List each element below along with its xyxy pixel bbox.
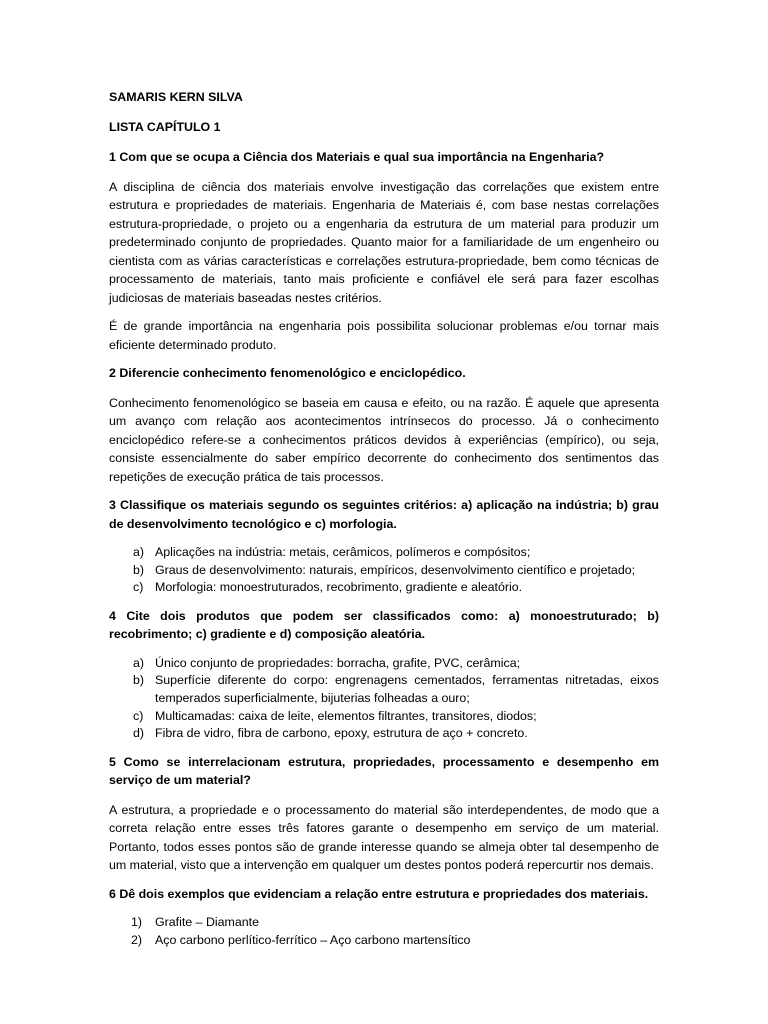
list-item-text: Superfície diferente do corpo: engrenagens cementados, ferramentas nitretadas, eixos temperados superficialmente, bijuterias folheadas a ouro; <box>155 673 659 705</box>
document-page <box>109 88 659 959</box>
answer-3-list <box>109 544 659 597</box>
list-marker: 2) <box>131 932 143 947</box>
list-item-text: Multicamadas: caixa de leite, elementos filtrantes, transitores, diodos; <box>155 708 537 723</box>
list-item <box>109 725 659 743</box>
list-item-text: Morfologia: monoestruturados, recobrimento, gradiente e aleatório. <box>155 580 523 595</box>
question-4: 4 Cite dois produtos que podem ser classificados como: a) monoestruturado; b) recobrimento; c) gradiente e d) composição aleatória. <box>109 608 659 642</box>
answer-6-list <box>109 914 659 949</box>
list-marker: a) <box>133 655 145 670</box>
list-item <box>109 562 659 580</box>
list-item <box>109 672 659 707</box>
answer-2-paragraph: Conhecimento fenomenológico se baseia em causa e efeito, ou na razão. É aquele que apresenta um avanço com relação aos acontecimentos intrínsecos do processo. Já o conhecimento enciclopédico refere-se a conhecimentos práticos devidos à experiências (empírico), ou seja, consiste essencialmente do saber empírico decorrente do conhecimento dos sentimentos das repetições de execução prática de tais processos. <box>109 395 659 484</box>
answer-1-paragraph-2: É de grande importância na engenharia pois possibilita solucionar problemas e/ou tornar mais eficiente determinado produto. <box>109 319 659 352</box>
list-item-text: Aço carbono perlítico-ferrítico – Aço carbono martensítico <box>155 932 471 947</box>
list-item <box>109 708 659 726</box>
list-item <box>109 655 659 673</box>
list-item-text: Fibra de vidro, fibra de carbono, epoxy, estrutura de aço + concreto. <box>155 726 528 741</box>
list-item-text: Graus de desenvolvimento: naturais, empíricos, desenvolvimento científico e projetado; <box>155 562 636 577</box>
list-marker: d) <box>133 726 145 741</box>
answer-4-list <box>109 655 659 743</box>
list-marker: b) <box>133 562 145 577</box>
list-marker: c) <box>133 708 144 723</box>
answer-5-paragraph: A estrutura, a propriedade e o processamento do material são interdependentes, de modo que a correta relação entre esses três fatores garante o desempenho em serviço de um material. Portanto, todos esses pontos são de grande interesse quando se almeja obter tal desempenho de um material, visto que a intervenção em qualquer um destes pontos poderá repercurtir nos demais. <box>109 802 659 873</box>
list-item-text: Único conjunto de propriedades: borracha, grafite, PVC, cerâmica; <box>155 655 521 670</box>
list-item <box>109 544 659 562</box>
list-item <box>109 914 659 932</box>
list-marker: 1) <box>131 915 143 930</box>
list-item-text: Aplicações na indústria: metais, cerâmicos, polímeros e compósitos; <box>155 545 531 559</box>
question-5: 5 Como se interrelacionam estrutura, propriedades, processamento e desempenho em serviço de um material? <box>109 754 659 788</box>
answer-1-paragraph-1: A disciplina de ciência dos materiais envolve investigação das correlações que existem entre estrutura e propriedades de materiais. Engenharia de Materiais é, com base nestas correlações estrutura-propriedade, o projeto ou a engenharia da estrutura de um material para produzir um predeterminado conjunto de propriedades. Quanto maior for a familiaridade de um engenheiro ou cientista com as várias características e correlações estrutura-propriedade, bem como técnicas de processamento de materiais, tanto mais proficiente e confiável ele será para fazer escolhas judiciosas de materiais baseadas nestes critérios. <box>109 179 659 305</box>
question-2: 2 Diferencie conhecimento fenomenológico e enciclopédico. <box>109 366 466 380</box>
list-item <box>109 932 659 950</box>
list-item-text: Grafite – Diamante <box>155 915 259 930</box>
list-marker: b) <box>133 673 145 688</box>
question-1: 1 Com que se ocupa a Ciência dos Materiais e qual sua importância na Engenharia? <box>109 150 605 164</box>
list-marker: a) <box>133 545 145 559</box>
author-name: SAMARIS KERN SILVA <box>109 90 243 104</box>
list-item <box>109 579 659 597</box>
question-6: 6 Dê dois exemplos que evidenciam a relação entre estrutura e propriedades dos materiais. <box>109 886 649 901</box>
list-marker: c) <box>133 580 144 595</box>
question-3: 3 Classifique os materiais segundo os seguintes critérios: a) aplicação na indústria; b) grau de desenvolvimento tecnológico e c) morfologia. <box>109 498 659 531</box>
list-title: LISTA CAPÍTULO 1 <box>109 120 221 134</box>
